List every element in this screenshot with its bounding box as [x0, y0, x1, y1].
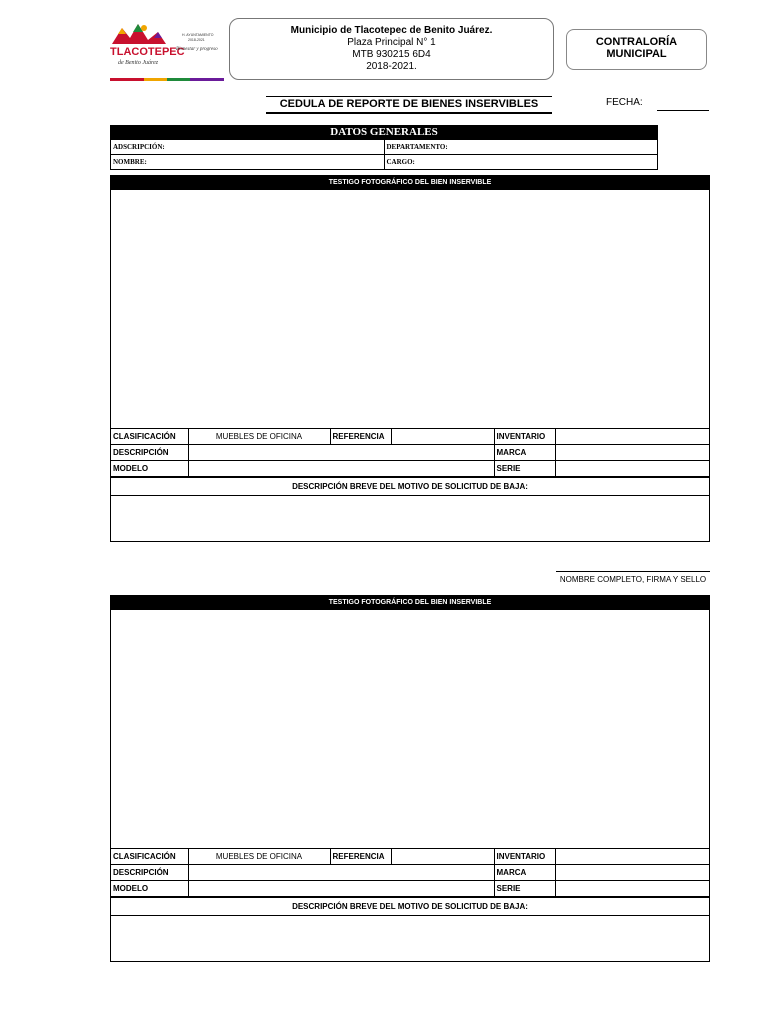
document-title: CEDULA DE REPORTE DE BIENES INSERVIBLES — [266, 96, 552, 114]
cargo-field[interactable]: CARGO: — [384, 155, 658, 170]
marca-field[interactable] — [555, 445, 709, 461]
serie-label: SERIE — [494, 881, 555, 897]
svg-text:H. AYUNTAMIENTO: H. AYUNTAMIENTO — [182, 33, 214, 37]
municipality-header — [229, 18, 554, 80]
modelo-field[interactable] — [188, 881, 494, 897]
adscripcion-field[interactable]: ADSCRIPCIÓN: — [111, 140, 385, 155]
contraloria-line2: MUNICIPAL — [606, 48, 667, 60]
svg-text:Bienestar y progreso: Bienestar y progreso — [176, 47, 218, 52]
referencia-field[interactable] — [391, 849, 494, 865]
marca-label: MARCA — [494, 445, 555, 461]
testigo-title: TESTIGO FOTOGRÁFICO DEL BIEN INSERVIBLE — [111, 176, 709, 190]
fecha-field[interactable] — [657, 110, 709, 111]
svg-text:de Benito Juárez: de Benito Juárez — [118, 60, 159, 66]
testigo-title: TESTIGO FOTOGRÁFICO DEL BIEN INSERVIBLE — [111, 596, 709, 610]
serie-field[interactable] — [555, 461, 709, 477]
marca-field[interactable] — [555, 865, 709, 881]
motivo-field[interactable] — [111, 916, 709, 961]
motivo-field[interactable] — [111, 496, 709, 541]
svg-text:2018-2021: 2018-2021 — [188, 38, 205, 42]
firma-line[interactable] — [556, 571, 710, 572]
modelo-label: MODELO — [111, 881, 188, 897]
modelo-label: MODELO — [111, 461, 188, 477]
clasificacion-value[interactable]: MUEBLES DE OFICINA — [188, 849, 330, 865]
motivo-label: DESCRIPCIÓN BREVE DEL MOTIVO DE SOLICITUD DE BAJA: — [111, 477, 709, 496]
descripcion-field[interactable] — [188, 445, 494, 461]
inventario-field[interactable] — [555, 849, 709, 865]
departamento-field[interactable]: DEPARTAMENTO: — [384, 140, 658, 155]
inventario-label: INVENTARIO — [494, 849, 555, 865]
municipality-rfc: MTB 930215 6D4 — [352, 49, 431, 60]
nombre-field[interactable]: NOMBRE: — [111, 155, 385, 170]
referencia-label: REFERENCIA — [330, 429, 391, 445]
referencia-field[interactable] — [391, 429, 494, 445]
inventario-label: INVENTARIO — [494, 429, 555, 445]
descripcion-label: DESCRIPCIÓN — [111, 865, 188, 881]
bien-info-table — [111, 849, 709, 897]
clasificacion-label: CLASIFICACIÓN — [111, 429, 188, 445]
marca-label: MARCA — [494, 865, 555, 881]
municipality-years: 2018-2021. — [366, 61, 417, 72]
svg-text:TLACOTEPEC: TLACOTEPEC — [110, 46, 185, 58]
photo-area[interactable] — [111, 610, 709, 849]
inventario-field[interactable] — [555, 429, 709, 445]
motivo-label: DESCRIPCIÓN BREVE DEL MOTIVO DE SOLICITUD DE BAJA: — [111, 897, 709, 916]
referencia-label: REFERENCIA — [330, 849, 391, 865]
serie-label: SERIE — [494, 461, 555, 477]
firma-label: NOMBRE COMPLETO, FIRMA Y SELLO — [559, 575, 707, 584]
serie-field[interactable] — [555, 881, 709, 897]
municipality-logo — [108, 20, 226, 82]
testigo-block-1 — [110, 175, 710, 542]
municipality-address: Plaza Principal N° 1 — [347, 37, 436, 48]
contraloria-badge — [566, 29, 707, 70]
descripcion-field[interactable] — [188, 865, 494, 881]
modelo-field[interactable] — [188, 461, 494, 477]
photo-area[interactable] — [111, 190, 709, 429]
bien-info-table — [111, 429, 709, 477]
datos-generales-section — [110, 125, 658, 170]
municipality-name: Municipio de Tlacotepec de Benito Juárez. — [290, 25, 493, 36]
logo-color-bar — [110, 78, 224, 81]
descripcion-label: DESCRIPCIÓN — [111, 445, 188, 461]
datos-generales-title: DATOS GENERALES — [110, 125, 658, 139]
datos-generales-table — [110, 139, 658, 170]
fecha-label: FECHA: — [606, 97, 643, 108]
contraloria-line1: CONTRALORÍA — [595, 36, 678, 48]
mountain-logo-icon — [108, 20, 226, 82]
clasificacion-value[interactable]: MUEBLES DE OFICINA — [188, 429, 330, 445]
clasificacion-label: CLASIFICACIÓN — [111, 849, 188, 865]
testigo-block-2 — [110, 595, 710, 962]
